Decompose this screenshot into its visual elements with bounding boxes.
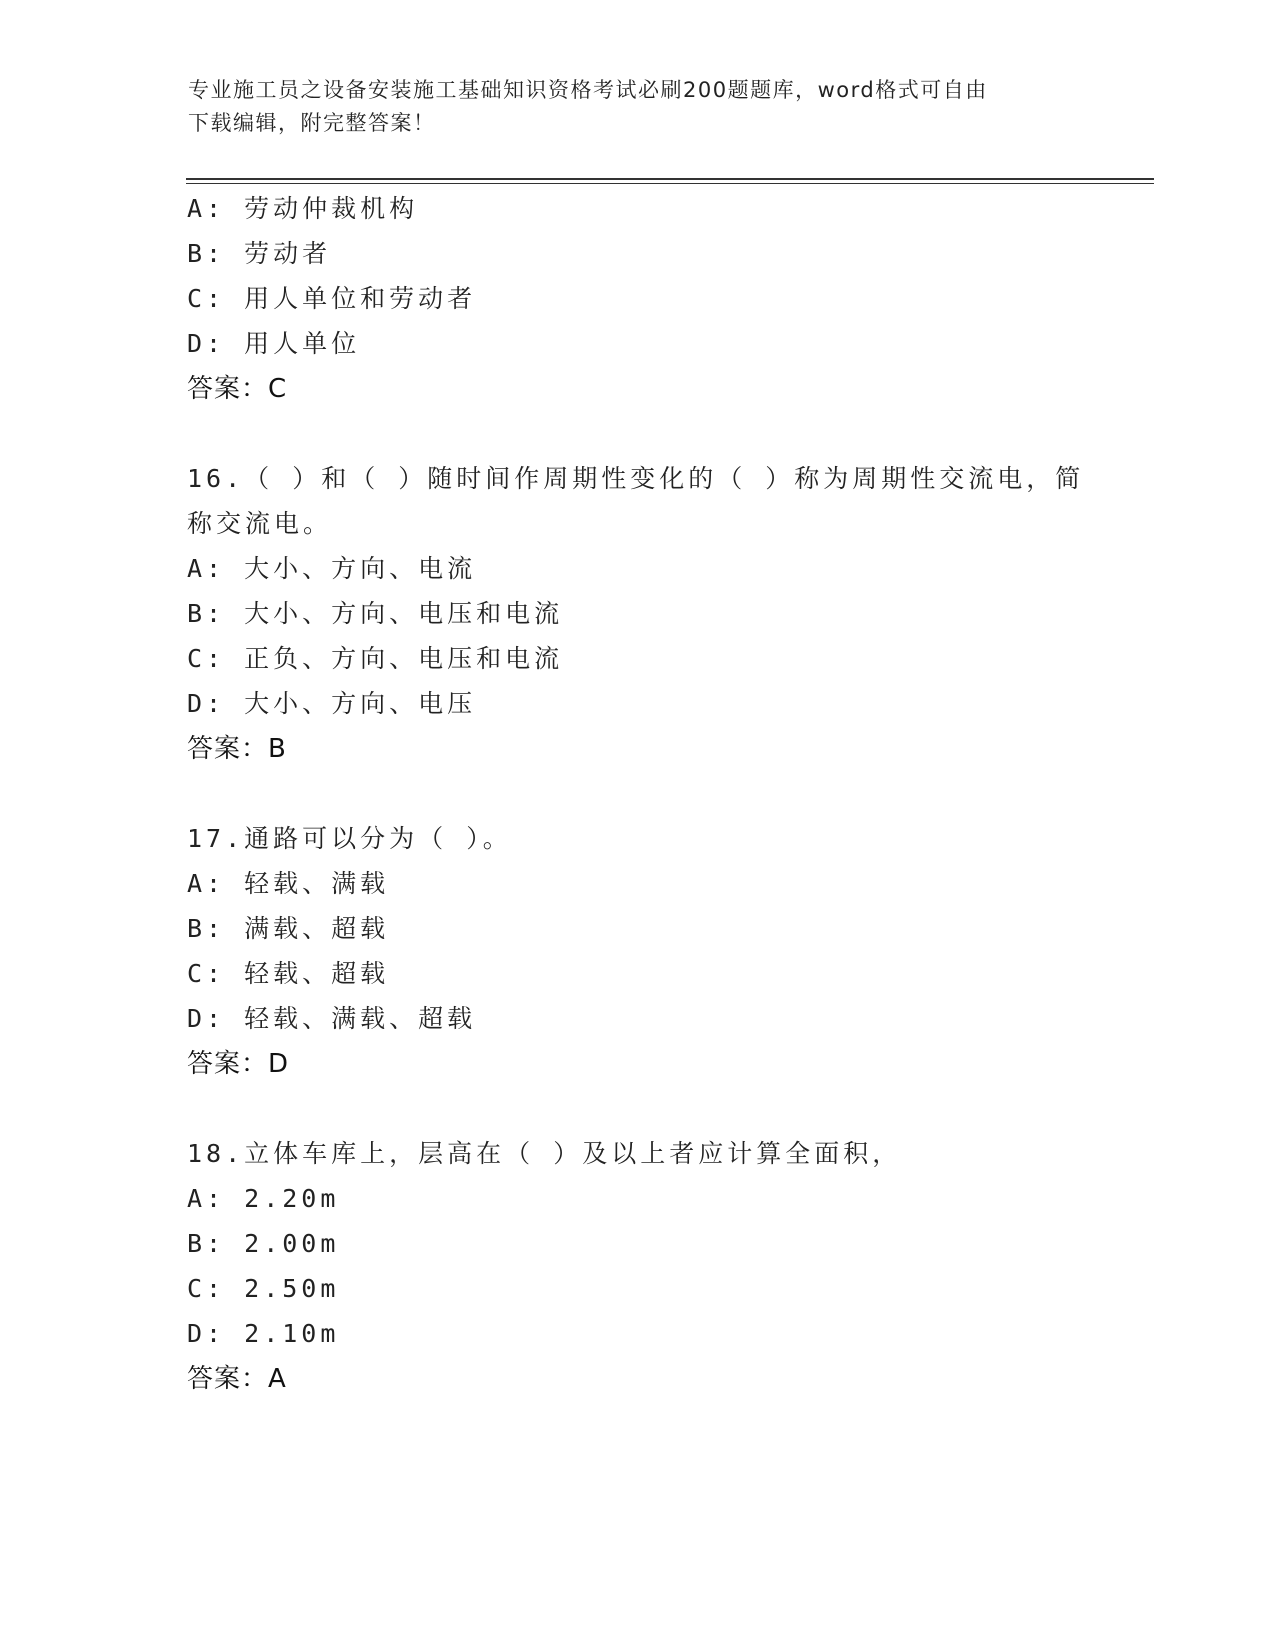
q16-stem-line-1: 16.（ ）和（ ）随时间作周期性变化的（ ）称为周期性交流电，简 (187, 464, 1085, 493)
q15-option-a: A: 劳动仲裁机构 (187, 194, 419, 223)
q15-option-c: C: 用人单位和劳动者 (187, 284, 477, 313)
q15-option-d: D: 用人单位 (187, 329, 361, 358)
q15-option-b: B: 劳动者 (187, 239, 332, 268)
q18-answer: 答案：A (187, 1364, 287, 1394)
q16-stem-line-2: 称交流电。 (187, 509, 333, 538)
q17-option-a: A: 轻载、满载 (187, 869, 390, 898)
q17-option-d: D: 轻载、满载、超载 (187, 1004, 477, 1033)
q16-option-c: C: 正负、方向、电压和电流 (187, 644, 564, 673)
q18-option-d: D: 2.10m (187, 1319, 340, 1348)
header-title-line-1: 专业施工员之设备安装施工基础知识资格考试必刷200题题库，word格式可自由 (188, 78, 988, 102)
q15-answer: 答案：C (187, 374, 288, 404)
q17-option-b: B: 满载、超载 (187, 914, 390, 943)
header-divider-thick (186, 178, 1154, 180)
q17-stem: 17.通路可以分为（ ）。 (187, 824, 512, 853)
q18-option-c: C: 2.50m (187, 1274, 340, 1303)
q16-option-d: D: 大小、方向、电压 (187, 689, 477, 718)
header-divider-thin (186, 183, 1154, 184)
q18-option-b: B: 2.00m (187, 1229, 340, 1258)
q17-option-c: C: 轻载、超载 (187, 959, 390, 988)
q18-stem: 18.立体车库上，层高在（ ）及以上者应计算全面积， (187, 1139, 902, 1168)
q17-answer: 答案：D (187, 1049, 290, 1079)
document-header (188, 74, 1068, 140)
header-title-line-2: 下载编辑，附完整答案！ (188, 111, 436, 135)
q16-option-a: A: 大小、方向、电流 (187, 554, 477, 583)
q18-option-a: A: 2.20m (187, 1184, 340, 1213)
q16-option-b: B: 大小、方向、电压和电流 (187, 599, 564, 628)
q16-answer: 答案：B (187, 734, 287, 764)
